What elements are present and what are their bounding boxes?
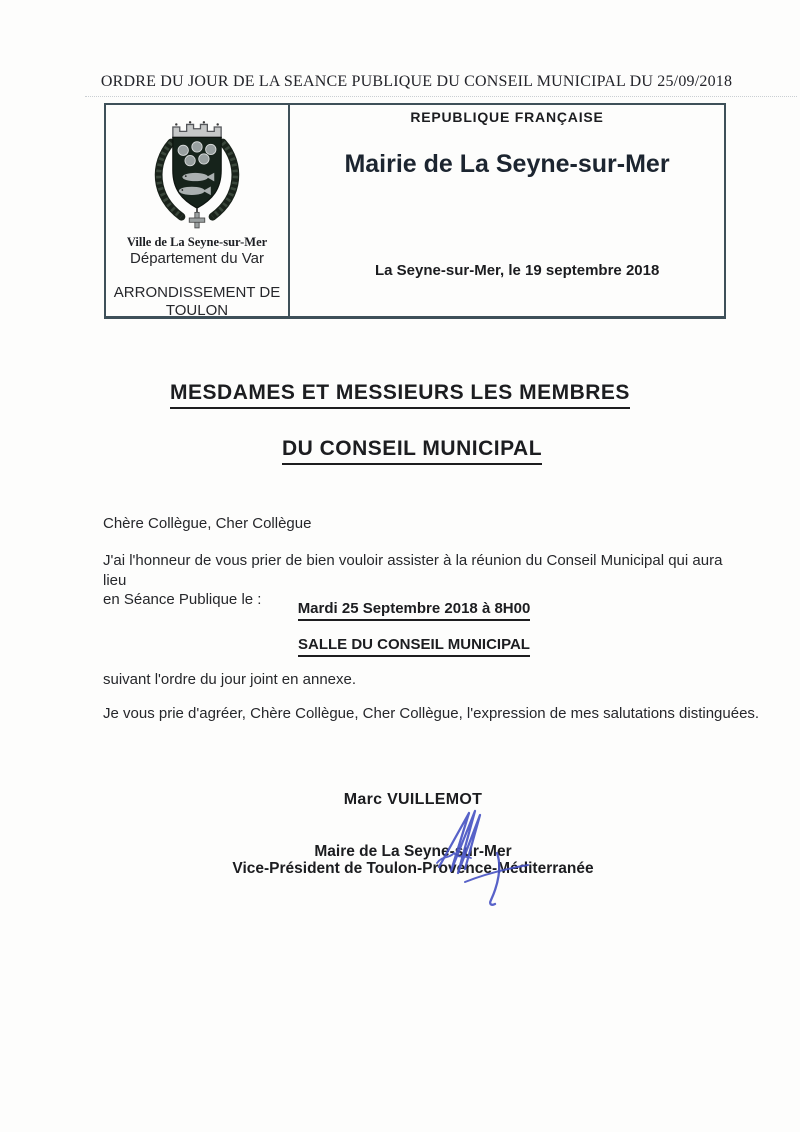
republic-label: REPUBLIQUE FRANÇAISE (410, 109, 604, 125)
mural-crown-icon (173, 121, 221, 137)
arrondissement-line1: ARRONDISSEMENT DE (113, 284, 281, 301)
meeting-date-text: Mardi 25 Septembre 2018 à 8H00 (298, 600, 531, 621)
meeting-date-line (0, 600, 800, 621)
arrondissement-label (106, 284, 288, 319)
city-coat-of-arms-icon (147, 107, 247, 235)
letterhead-commune-cell (106, 105, 288, 319)
arrondissement-line2: TOULON (165, 301, 229, 319)
recipient-heading-line2-text: DU CONSEIL MUNICIPAL (282, 437, 542, 465)
closing-formula: Je vous prie d'agréer, Chère Collègue, Cher Collègue, l'expression de mes salutations distinguées. (103, 705, 760, 722)
paragraph-invitation-line1: J'ai l'honneur de vous prier de bien vouloir assister à la réunion du Conseil Municipal qui aura lieu (103, 552, 723, 589)
paragraph-agenda: suivant l'ordre du jour joint en annexe. (103, 671, 357, 688)
signer-title-vice-president (0, 860, 800, 878)
meeting-place-text: SALLE DU CONSEIL MUNICIPAL (298, 636, 530, 657)
signer-title-vice-president-text: Vice-Président de Toulon-Provence-Méditerranée (232, 860, 594, 877)
department-label: Département du Var (130, 250, 264, 267)
salutation: Chère Collègue, Cher Collègue (103, 515, 312, 532)
paragraph-invitation-line2: en Séance Publique le : (103, 591, 262, 608)
signer-title-mayor-text: Maire de La Seyne-sur-Mer (314, 843, 512, 860)
handwritten-signature (425, 803, 550, 915)
mairie-title: Mairie de La Seyne-sur-Mer (344, 150, 670, 178)
letterhead-box (104, 103, 726, 319)
document-header-line: ORDRE DU JOUR DE LA SEANCE PUBLIQUE DU CONSEIL MUNICIPAL DU 25/09/2018 (100, 73, 733, 90)
letterhead-authority-cell (290, 105, 724, 316)
city-label: Ville de La Seyne-sur-Mer (126, 235, 268, 249)
scan-artifact-line (85, 96, 797, 97)
shield-icon (173, 137, 221, 208)
signer-name-text: Marc VUILLEMOT (343, 791, 483, 808)
signer-name (0, 791, 800, 809)
cross-medal-icon (189, 208, 205, 228)
signer-title-mayor (0, 843, 800, 861)
recipient-heading-line1 (0, 381, 800, 409)
recipient-heading-line2 (0, 437, 800, 465)
place-date-line: La Seyne-sur-Mer, le 19 septembre 2018 (375, 262, 660, 279)
recipient-heading-line1-text: MESDAMES ET MESSIEURS LES MEMBRES (170, 381, 630, 409)
meeting-place-line (0, 636, 800, 657)
